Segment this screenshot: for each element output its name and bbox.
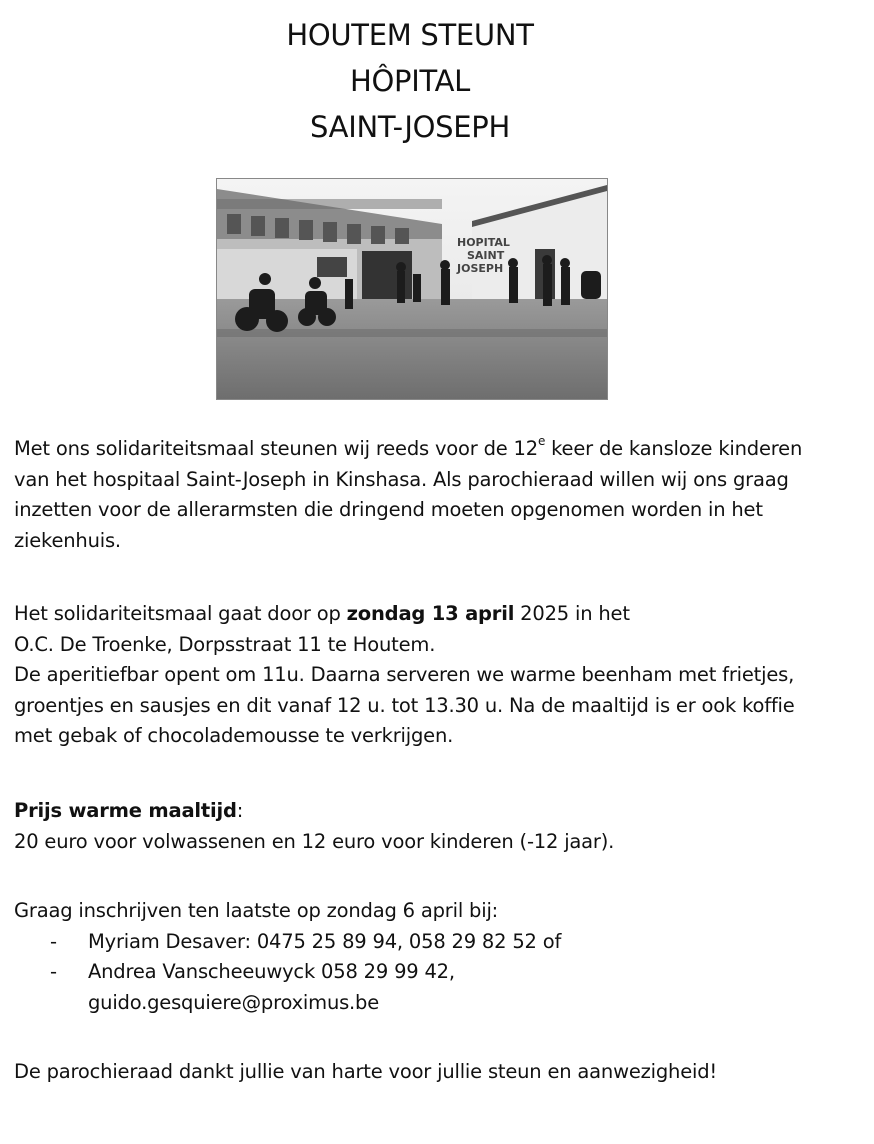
- photo-sign-line-1: HOPITAL: [457, 236, 510, 249]
- intro-text-start: Met ons solidariteitsmaal steunen wij reeds voor de 12: [14, 437, 538, 460]
- event-text-end: 2025 in het: [514, 602, 630, 625]
- price-text: 20 euro voor volwassenen en 12 euro voor kinderen (-12 jaar).: [14, 829, 615, 853]
- intro-superscript: e: [537, 434, 546, 448]
- price-paragraph: [14, 796, 834, 857]
- contact-item-1: [14, 927, 834, 958]
- list-dash: -: [50, 929, 57, 953]
- photo-sign-line-2: SAINT: [467, 249, 505, 262]
- event-paragraph: [14, 599, 834, 752]
- event-date: zondag 13 april: [346, 602, 515, 625]
- contact-item-2: [14, 957, 834, 1018]
- price-label-colon: :: [236, 799, 244, 822]
- contact-1-text: Myriam Desaver: 0475 25 89 94, 058 29 82 52 of: [88, 929, 562, 953]
- closing-text: De parochieraad dankt jullie van harte voor jullie steun en aanwezigheid!: [14, 1060, 718, 1083]
- list-dash: -: [50, 960, 57, 983]
- price-label: Prijs warme maaltijd: [14, 799, 237, 822]
- title-line-1: HOUTEM STEUNT: [286, 18, 534, 52]
- contact-2-text: Andrea Vanscheeuwyck 058 29 99 42,: [88, 960, 455, 983]
- event-text-start: Het solidariteitsmaal gaat door op: [14, 602, 347, 625]
- event-location: O.C. De Troenke, Dorpsstraat 11 te Houtem.: [14, 632, 436, 656]
- photo-sign-line-3: JOSEPH: [457, 262, 504, 275]
- closing-paragraph: [14, 1057, 834, 1088]
- registration-paragraph: [14, 896, 834, 1018]
- registration-intro: Graag inschrijven ten laatste op zondag 6 april bij:: [14, 899, 499, 922]
- title-line-2: HÔPITAL: [349, 64, 471, 98]
- intro-text-end: keer de kansloze kinderen van het hospitaal Saint-Joseph in Kinshasa. Als parochieraad willen wij ons graag inzetten voor de allerarmsten die dringend moeten opgenomen worden in het ziekenhuis.: [14, 437, 803, 552]
- page-title: [0, 12, 820, 150]
- title-line-3: SAINT-JOSEPH: [310, 110, 510, 144]
- contact-list: [14, 927, 834, 1019]
- intro-paragraph: [14, 434, 834, 556]
- contact-email[interactable]: guido.gesquiere@proximus.be: [88, 990, 380, 1014]
- hospital-photo: [216, 178, 608, 400]
- event-details: De aperitiefbar opent om 11u. Daarna serveren we warme beenham met frietjes, groentjes en sausjes en dit vanaf 12 u. tot 13.30 u. Na de maaltijd is er ook koffie met gebak of chocolademousse te verkrijgen.: [14, 663, 795, 747]
